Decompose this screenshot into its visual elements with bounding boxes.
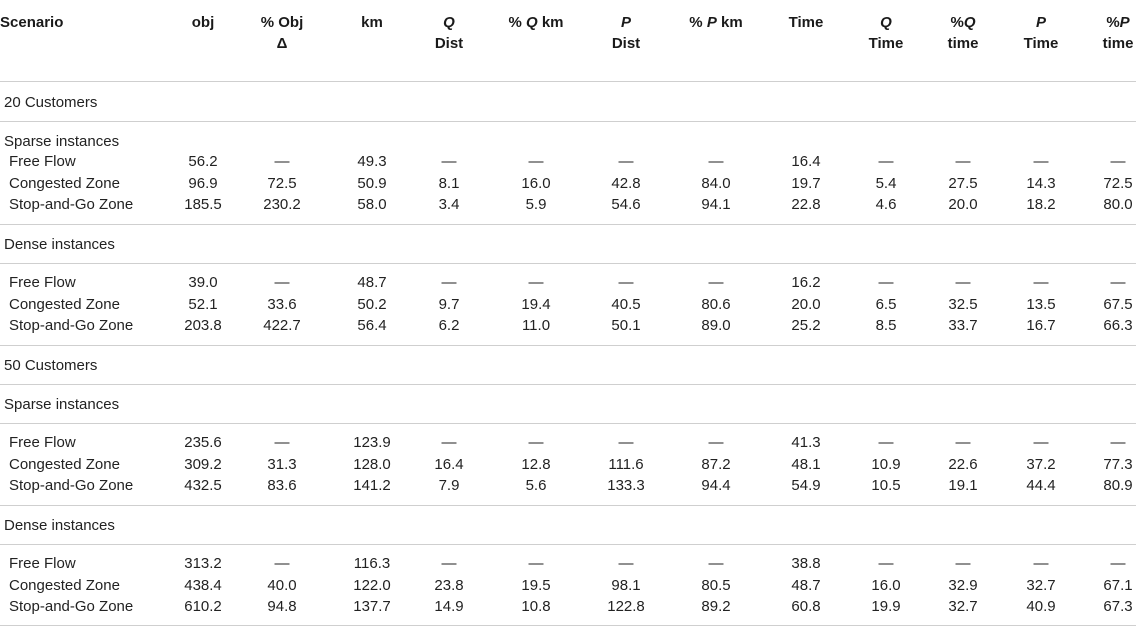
cell-pct_p_time: 67.5 [1103,295,1133,313]
cell-time: 19.7 [791,174,821,192]
cell-p_time: — [1033,153,1049,170]
cell-p_time: 37.2 [1026,455,1056,473]
cell-obj: 309.2 [184,455,222,473]
group-title: Sparse instances [4,396,120,413]
cell-pct_p_km: 84.0 [701,174,731,192]
cell-km: 50.9 [357,174,387,192]
cell-pct_p_km: 94.4 [701,477,731,494]
cell-obj: 52.1 [188,295,218,313]
cell-pct_q_time: 33.7 [948,317,978,334]
cell-km: 58.0 [357,196,387,213]
header-scenario [0,12,63,33]
cell-pct_obj_delta: 33.6 [267,295,297,313]
cell-p_dist: 40.5 [611,295,641,313]
cell-time: 16.2 [791,274,821,291]
section-title: 20 Customers [4,94,98,111]
cell-pct_q_time: 32.7 [948,598,978,615]
cell-obj: 39.0 [188,274,218,291]
cell-pct_q_time: — [955,153,971,170]
header-pct_q_time [948,12,979,54]
cell-pct_obj_delta: 422.7 [263,317,301,334]
row-label: Congested Zone [9,295,120,313]
cell-pct_q_time: 22.6 [948,455,978,473]
cell-q_dist: — [441,555,457,572]
cell-pct_q_km: — [528,153,544,170]
cell-pct_obj_delta: 31.3 [267,455,297,473]
cell-p_time: — [1033,434,1049,451]
cell-p_time: 40.9 [1026,598,1056,615]
table-row [0,153,1136,174]
cell-pct_q_time: 32.5 [948,295,978,313]
cell-pct_p_km: 94.1 [701,196,731,213]
header-line: time [1102,35,1134,52]
cell-obj: 203.8 [184,317,222,334]
header-line: Dist [611,35,641,52]
row-label: Stop-and-Go Zone [9,477,134,494]
cell-pct_obj_delta: — [274,434,290,451]
table-row [0,555,1136,576]
row-label: Free Flow [9,274,76,291]
cell-p_dist: 50.1 [611,317,641,334]
cell-p_dist: 54.6 [611,196,641,213]
cell-pct_p_km: — [708,434,724,451]
row-label: Free Flow [9,434,76,451]
group-rule [0,423,1136,424]
cell-pct_q_km: 5.6 [525,477,547,494]
cell-pct_q_time: — [955,434,971,451]
cell-pct_obj_delta: 230.2 [263,196,301,213]
cell-pct_p_km: 80.6 [701,295,731,313]
cell-km: 128.0 [353,455,391,473]
header-line: Q [880,14,892,31]
cell-p_dist: 42.8 [611,174,641,192]
cell-q_time: 5.4 [875,174,897,192]
cell-time: 60.8 [791,598,821,615]
cell-pct_p_time: 67.1 [1103,576,1133,594]
header-line: Scenario [0,14,64,31]
cell-pct_p_time: — [1110,555,1126,572]
header-p_time [1024,12,1059,54]
cell-time: 25.2 [791,317,821,334]
group-title: Sparse instances [4,133,120,150]
cell-q_time: 10.5 [871,477,901,494]
cell-obj: 438.4 [184,576,222,594]
group-end-rule [0,505,1136,506]
cell-pct_p_time: — [1110,153,1126,170]
cell-pct_q_time: 20.0 [948,196,978,213]
row-label: Stop-and-Go Zone [9,196,134,213]
header-line: % Obj [260,14,304,31]
header-km [361,12,383,33]
cell-pct_obj_delta: — [274,153,290,170]
cell-pct_obj_delta: — [274,274,290,291]
cell-km: 48.7 [357,274,387,291]
cell-p_dist: — [618,153,634,170]
cell-time: 48.7 [791,576,821,594]
cell-q_time: 16.0 [871,576,901,594]
header-pct_p_time [1103,12,1134,54]
cell-km: 137.7 [353,598,391,615]
header-line: time [947,35,979,52]
header-line: Q [443,14,455,31]
cell-pct_p_time: 80.0 [1103,196,1133,213]
cell-q_time: 8.5 [875,317,897,334]
header-pct_p_km [689,12,742,33]
cell-time: 22.8 [791,196,821,213]
group-rule [0,263,1136,264]
header-line: %Q [950,14,976,31]
cell-pct_obj_delta: — [274,555,290,572]
cell-pct_q_time: — [955,274,971,291]
table-row [0,477,1136,498]
cell-pct_p_time: 80.9 [1103,477,1133,494]
group-title: Dense instances [4,236,115,253]
header-q_time [869,12,904,54]
cell-pct_p_km: 89.2 [701,598,731,615]
cell-q_time: 4.6 [875,196,897,213]
row-label: Congested Zone [9,174,120,192]
cell-km: 141.2 [353,477,391,494]
cell-p_dist: 133.3 [607,477,645,494]
cell-p_time: 14.3 [1026,174,1056,192]
row-label: Free Flow [9,555,76,572]
cell-q_time: 19.9 [871,598,901,615]
cell-obj: 56.2 [188,153,218,170]
cell-time: 20.0 [791,295,821,313]
section-rule [0,384,1136,385]
cell-q_time: 6.5 [875,295,897,313]
cell-pct_obj_delta: 72.5 [267,174,297,192]
cell-p_time: 44.4 [1026,477,1056,494]
cell-q_dist: 3.4 [438,196,460,213]
cell-pct_q_km: 19.5 [521,576,551,594]
cell-pct_p_time: — [1110,434,1126,451]
cell-pct_p_time: 72.5 [1103,174,1133,192]
cell-pct_obj_delta: 83.6 [267,477,297,494]
header-line: % Q km [508,14,564,31]
cell-km: 122.0 [353,576,391,594]
header-line: Time [1023,35,1059,52]
cell-pct_q_km: 11.0 [521,317,551,334]
cell-time: 38.8 [791,555,821,572]
cell-p_dist: — [618,274,634,291]
table-row [0,577,1136,598]
cell-p_dist: 111.6 [608,455,644,473]
table-row [0,434,1136,455]
header-p_dist [612,12,640,54]
cell-p_dist: 122.8 [607,598,645,615]
header-pct_obj_delta [261,12,304,54]
header-line: % P km [689,14,743,31]
cell-pct_obj_delta: 40.0 [267,576,297,594]
cell-pct_p_time: 67.3 [1103,598,1133,615]
cell-pct_q_km: 12.8 [521,455,551,473]
header-line: Δ [276,35,288,52]
row-label: Congested Zone [9,576,120,594]
cell-pct_p_km: — [708,555,724,572]
cell-pct_q_km: — [528,274,544,291]
cell-time: 16.4 [791,153,821,170]
cell-pct_q_time: 27.5 [948,174,978,192]
table-row [0,296,1136,317]
header-line: km [361,14,383,31]
table-row [0,317,1136,338]
header-obj [192,12,215,33]
cell-q_dist: 7.9 [438,477,460,494]
header-line: Dist [434,35,464,52]
cell-p_time: — [1033,274,1049,291]
cell-q_dist: 9.7 [438,295,460,313]
cell-p_dist: — [618,555,634,572]
cell-pct_q_km: — [528,434,544,451]
cell-km: 56.4 [357,317,387,334]
cell-q_dist: 6.2 [438,317,460,334]
cell-q_dist: 8.1 [438,174,460,192]
cell-q_time: — [878,555,894,572]
cell-q_time: — [878,274,894,291]
cell-km: 50.2 [357,295,387,313]
cell-pct_q_time: — [955,555,971,572]
cell-obj: 96.9 [188,174,218,192]
table-row [0,175,1136,196]
row-label: Congested Zone [9,455,120,473]
cell-obj: 235.6 [184,434,222,451]
cell-obj: 313.2 [184,555,222,572]
cell-p_dist: 98.1 [611,576,641,594]
header-line: P [1035,14,1046,31]
table-row [0,274,1136,295]
group-end-rule [0,345,1136,346]
cell-pct_p_time: — [1110,274,1126,291]
group-rule [0,544,1136,545]
section-title: 50 Customers [4,357,98,374]
cell-pct_p_km: — [708,274,724,291]
cell-p_dist: — [618,434,634,451]
cell-pct_q_km: 19.4 [521,295,551,313]
cell-pct_p_km: 80.5 [701,576,731,594]
group-end-rule [0,224,1136,225]
cell-q_dist: — [441,274,457,291]
cell-q_time: 10.9 [871,455,901,473]
cell-obj: 610.2 [184,598,222,615]
group-title: Dense instances [4,517,115,534]
cell-p_time: — [1033,555,1049,572]
cell-p_time: 16.7 [1026,317,1056,334]
cell-pct_p_km: — [708,153,724,170]
table-row [0,456,1136,477]
group-end-rule [0,625,1136,626]
cell-pct_p_km: 87.2 [701,455,731,473]
cell-p_time: 18.2 [1026,196,1056,213]
header-rule [0,81,1136,82]
cell-pct_q_km: — [528,555,544,572]
cell-q_time: — [878,434,894,451]
cell-km: 116.3 [353,555,391,572]
header-line: obj [191,14,215,31]
cell-time: 48.1 [791,455,821,473]
cell-pct_q_km: 16.0 [521,174,551,192]
cell-pct_p_time: 77.3 [1103,455,1133,473]
header-time [789,12,824,33]
header-line: Time [868,35,904,52]
row-label: Free Flow [9,153,76,170]
cell-q_dist: 14.9 [434,598,464,615]
cell-pct_q_time: 32.9 [948,576,978,594]
header-line: Time [788,14,824,31]
cell-pct_p_time: 66.3 [1103,317,1133,334]
header-line: P [620,14,631,31]
table-row [0,196,1136,217]
cell-obj: 432.5 [184,477,222,494]
cell-q_dist: — [441,434,457,451]
header-line: %P [1106,14,1130,31]
cell-km: 49.3 [357,153,387,170]
cell-pct_q_km: 10.8 [521,598,551,615]
header-pct_q_km [508,12,563,33]
cell-pct_p_km: 89.0 [701,317,731,334]
row-label: Stop-and-Go Zone [9,317,134,334]
cell-time: 54.9 [791,477,821,494]
cell-p_time: 32.7 [1026,576,1056,594]
cell-pct_q_km: 5.9 [525,196,547,213]
header-q_dist [435,12,463,54]
row-label: Stop-and-Go Zone [9,598,134,615]
cell-km: 123.9 [353,434,391,451]
cell-q_dist: — [441,153,457,170]
cell-pct_q_time: 19.1 [948,477,978,494]
cell-pct_obj_delta: 94.8 [267,598,297,615]
cell-q_dist: 23.8 [434,576,464,594]
cell-p_time: 13.5 [1026,295,1056,313]
cell-q_dist: 16.4 [434,455,464,473]
cell-q_time: — [878,153,894,170]
cell-time: 41.3 [791,434,821,451]
cell-obj: 185.5 [184,196,222,213]
table-row [0,598,1136,619]
section-rule [0,121,1136,122]
